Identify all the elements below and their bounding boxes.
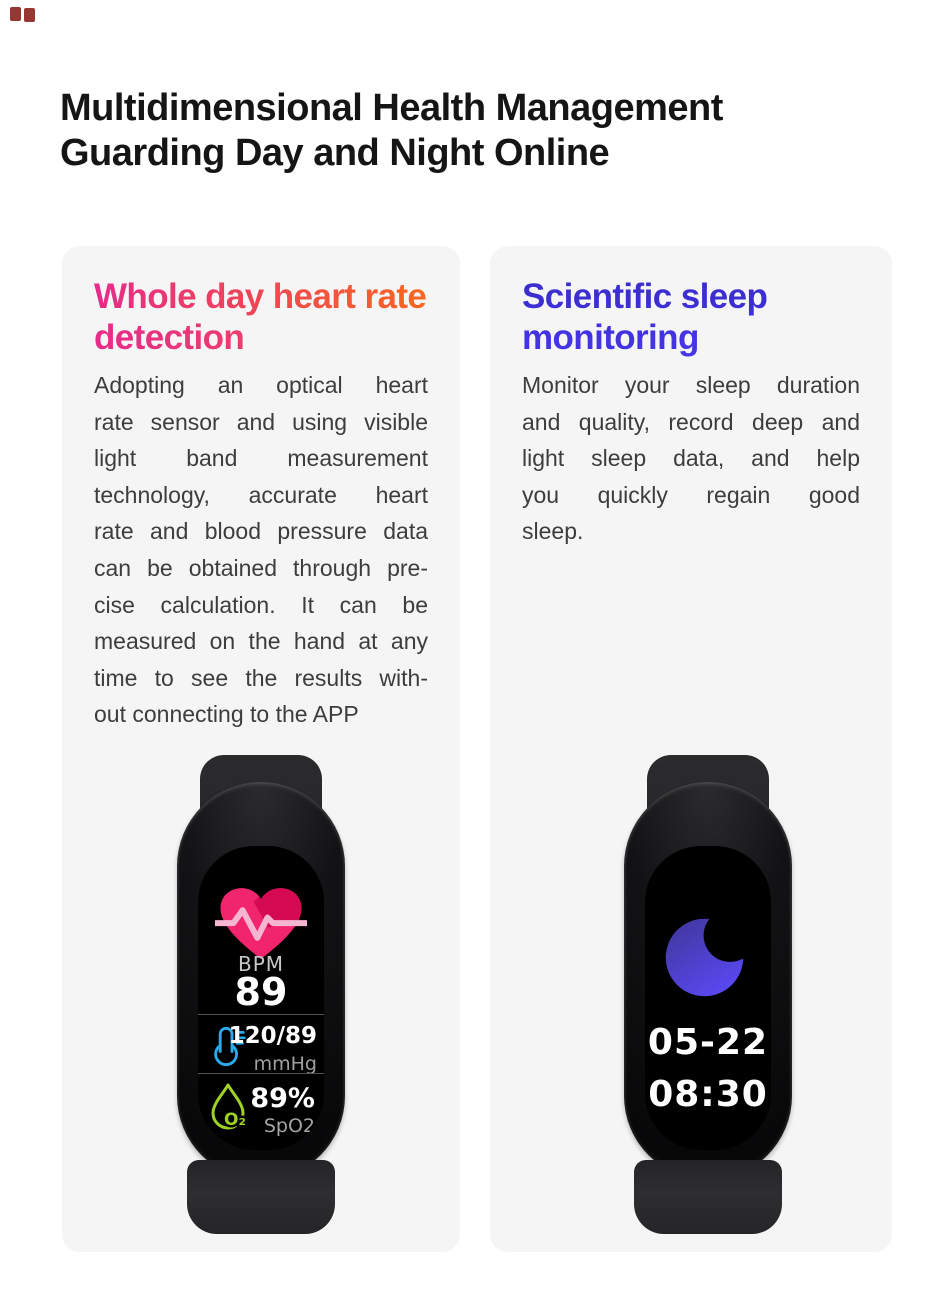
sleep-card-heading-line2: monitoring	[522, 318, 699, 357]
body-line: rate sensor and using visible	[94, 408, 428, 435]
heart-card-heading-line1: Whole day heart rate	[94, 277, 427, 316]
page-title-line1: Multidimensional Health Management	[60, 87, 723, 129]
heart-card-heading-line2: detection	[94, 318, 245, 357]
blood-pressure-unit: mmHg	[253, 1053, 317, 1075]
page-title	[60, 86, 723, 176]
body-line: cise calculation. It can be	[94, 591, 428, 618]
screen-divider	[198, 1073, 324, 1074]
spo2-value: 89%	[250, 1083, 315, 1114]
sleep-band-screen	[645, 846, 771, 1150]
body-line: rate and blood pressure data	[94, 518, 428, 545]
body-line: out connecting to the APP	[94, 701, 359, 728]
band-body	[177, 782, 345, 1180]
body-line: you quickly regain good	[522, 481, 860, 508]
body-line: Monitor your sleep duration	[522, 372, 860, 398]
heart-rate-band-screen	[198, 846, 324, 1150]
body-line: measured on the hand at any	[94, 628, 428, 655]
screen-divider	[198, 1014, 324, 1015]
body-line: and quality, record deep and	[522, 408, 860, 435]
body-line: time to see the results with-	[94, 664, 428, 691]
body-line: can be obtained through pre-	[94, 554, 428, 581]
body-line: technology, accurate heart	[94, 481, 428, 508]
o2-badge-text: O₂	[224, 1110, 246, 1130]
spo2-droplet-icon	[206, 1082, 252, 1132]
moon-icon	[664, 910, 752, 998]
body-line: sleep.	[522, 518, 584, 545]
heart-rate-card	[62, 246, 460, 1252]
heart-card-body	[94, 367, 428, 733]
heart-card-heading	[94, 276, 428, 358]
band-date: 05-22	[647, 1022, 769, 1063]
sleep-card	[490, 246, 892, 1252]
heart-rate-band-image	[151, 753, 371, 1235]
sleep-card-heading	[522, 276, 860, 358]
body-line: light band measurement	[94, 445, 428, 472]
page-title-line2: Guarding Day and Night Online	[60, 132, 610, 174]
spo2-label: SpO2	[263, 1115, 315, 1137]
band-body	[624, 782, 792, 1180]
band-time: 08:30	[648, 1074, 768, 1115]
corner-watermark	[10, 7, 21, 21]
band-strap-bottom	[634, 1160, 782, 1234]
sleep-card-body	[522, 367, 860, 550]
band-strap-bottom	[187, 1160, 335, 1234]
sleep-card-heading-line1: Scientific sleep	[522, 277, 768, 316]
body-line: light sleep data, and help	[522, 445, 860, 472]
bpm-value: 89	[234, 970, 288, 1014]
blood-pressure-value: 120/89	[228, 1023, 317, 1049]
sleep-band-image	[598, 753, 818, 1235]
body-line: Adopting an optical heart	[94, 372, 428, 398]
bpm-label: BPM	[237, 952, 285, 976]
